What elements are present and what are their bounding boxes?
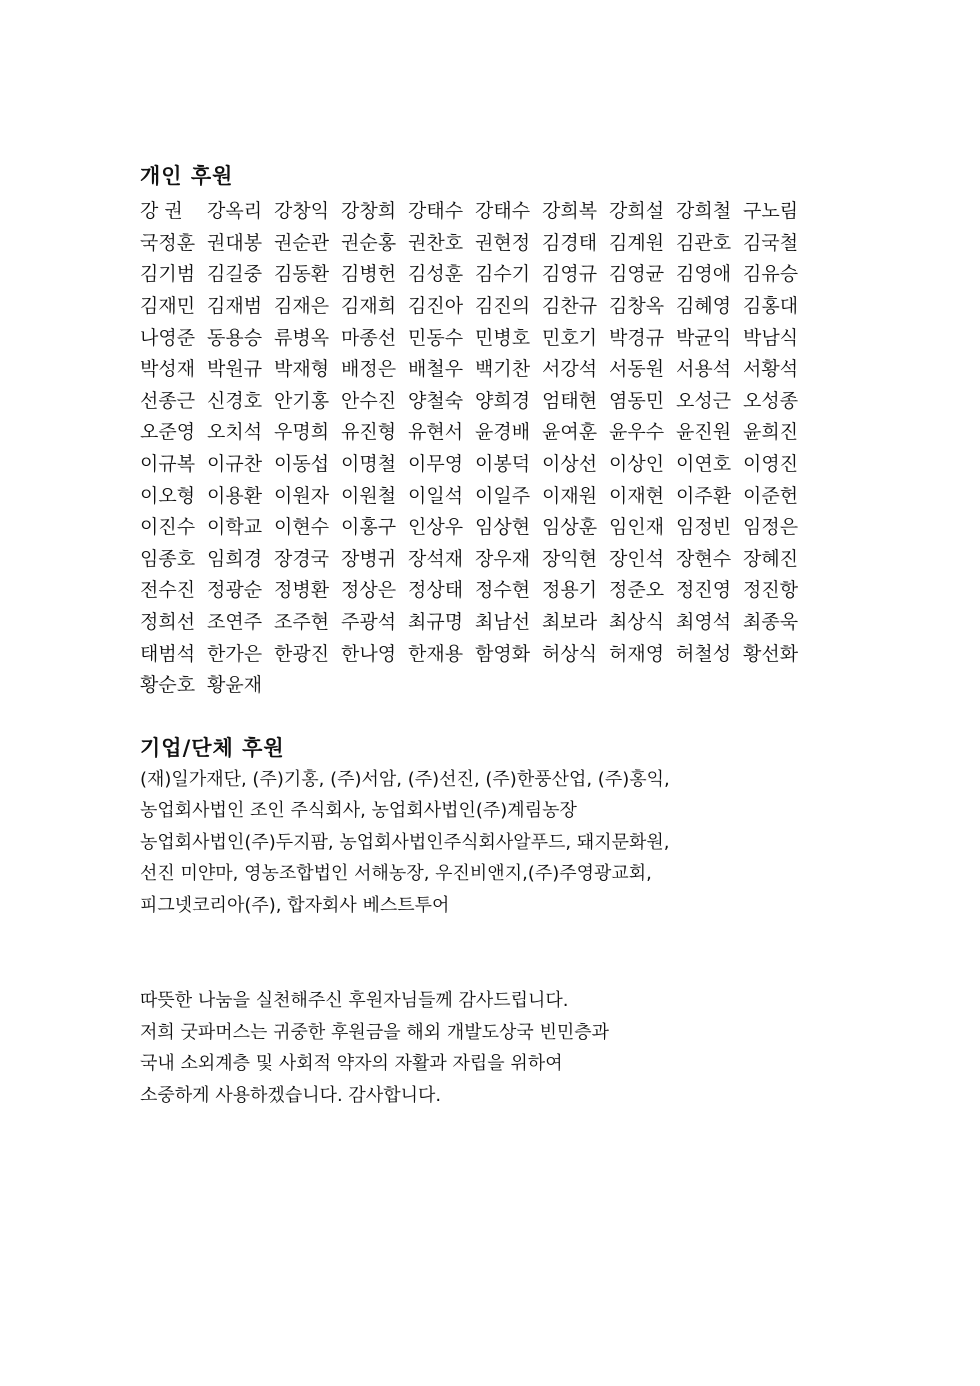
donor-name: 김진의 [475,295,531,318]
donor-name: 정진항 [743,579,799,602]
thank-you-line: 국내 소외계층 및 사회적 약자의 자활과 자립을 위하여 [140,1053,563,1075]
donor-name: 김혜영 [676,295,732,318]
donor-name: 임인재 [609,516,665,539]
donor-name: 강태수 [408,200,464,223]
donor-name: 강 권 [140,200,183,223]
donor-name: 엄태현 [542,389,598,412]
corporate-donor-line: 농업회사법인 조인 주식회사, 농업회사법인(주)계림농장 [140,800,577,822]
corporate-donor-line: 농업회사법인(주)두지팜, 농업회사법인주식회사알푸드, 돼지문화원, [140,831,670,853]
donor-name: 허철성 [676,642,732,665]
donor-name: 김경태 [542,231,598,254]
donor-name: 최규명 [408,611,464,634]
donor-name: 김수기 [475,263,531,286]
donor-name: 이봉덕 [475,453,531,476]
donor-name: 이진수 [140,516,196,539]
donor-name-row [140,447,820,479]
donor-name: 민병호 [475,326,531,349]
donor-name: 한광진 [274,642,330,665]
donor-name: 윤우수 [609,421,665,444]
donor-name: 이원철 [341,484,397,507]
corporate-donor-line: 선진 미얀마, 영농조합법인 서해농장, 우진비앤지,(주)주영광교회, [140,863,652,885]
donor-name: 류병옥 [274,326,330,349]
donor-name: 조주현 [274,611,330,634]
donor-name: 임희경 [207,547,263,570]
donor-name: 임정빈 [676,516,732,539]
donor-name: 정용기 [542,579,598,602]
donor-name-row [140,636,820,668]
donor-name: 이규복 [140,453,196,476]
donor-name: 우명희 [274,421,330,444]
donor-name: 정광순 [207,579,263,602]
donor-name: 권찬호 [408,231,464,254]
donor-name: 태범석 [140,642,196,665]
donor-name: 국정훈 [140,231,196,254]
donor-name: 김재은 [274,295,330,318]
donor-name: 임정은 [743,516,799,539]
donor-name: 강희설 [609,200,665,223]
donor-name: 장익현 [542,547,598,570]
donor-name: 정희선 [140,611,196,634]
donor-name-row [140,510,820,542]
donor-name-row [140,478,820,510]
donor-name: 전수진 [140,579,196,602]
donor-name: 정진영 [676,579,732,602]
donor-name: 최영석 [676,611,732,634]
donor-name: 김찬규 [542,295,598,318]
donor-name: 권현정 [475,231,531,254]
donor-name: 김계원 [609,231,665,254]
donor-name: 안기홍 [274,389,330,412]
donor-name: 임상훈 [542,516,598,539]
donor-name: 배정은 [341,358,397,381]
donor-name: 이재현 [609,484,665,507]
donor-name: 박남식 [743,326,799,349]
donor-name: 강옥리 [207,200,263,223]
donor-name: 최남선 [475,611,531,634]
donor-name: 한나영 [341,642,397,665]
donor-name: 염동민 [609,389,665,412]
donor-name: 임종호 [140,547,196,570]
donor-name: 이연호 [676,453,732,476]
donor-name: 민호기 [542,326,598,349]
donor-name: 김국철 [743,231,799,254]
donor-name: 이동섭 [274,453,330,476]
donor-name: 이학교 [207,516,263,539]
donor-name: 박원규 [207,358,263,381]
donor-name: 민동수 [408,326,464,349]
donor-name: 오성근 [676,389,732,412]
donor-name: 윤경배 [475,421,531,444]
donor-name: 이명철 [341,453,397,476]
donor-name: 허재영 [609,642,665,665]
donor-name: 김진아 [408,295,464,318]
donor-name: 나영준 [140,326,196,349]
donor-name: 허상식 [542,642,598,665]
donor-name: 박경규 [609,326,665,349]
donor-name: 배철우 [408,358,464,381]
donor-name: 이일주 [475,484,531,507]
donor-name: 권대봉 [207,231,263,254]
donor-name: 서강석 [542,358,598,381]
donor-name: 유현서 [408,421,464,444]
donor-name: 장혜진 [743,547,799,570]
donor-name: 김동환 [274,263,330,286]
donor-name: 이원자 [274,484,330,507]
corporate-donor-line: (재)일가재단, (주)기홍, (주)서암, (주)선진, (주)한풍산업, (주)홍익, [140,769,670,790]
donor-name: 최보라 [542,611,598,634]
donor-name: 함영화 [475,642,531,665]
donor-name: 김재희 [341,295,397,318]
donor-name: 김재범 [207,295,263,318]
donor-name: 윤희진 [743,421,799,444]
donor-name: 서용석 [676,358,732,381]
donor-name: 황윤재 [207,674,263,697]
donor-name: 윤여훈 [542,421,598,444]
donor-name: 김영애 [676,263,732,286]
donor-name: 이영진 [743,453,799,476]
donor-name: 황선화 [743,642,799,665]
donor-name-row [140,542,820,574]
donor-name: 한재용 [408,642,464,665]
donor-name: 양희경 [475,389,531,412]
donor-name: 이오형 [140,484,196,507]
donor-name: 구노림 [743,200,799,223]
donor-name: 윤진원 [676,421,732,444]
donor-name: 김관호 [676,231,732,254]
donor-name-row [140,194,820,226]
donor-name: 정준오 [609,579,665,602]
donor-name: 이일석 [408,484,464,507]
donor-name: 오준영 [140,421,196,444]
donor-name-row [140,384,820,416]
donor-name: 이재원 [542,484,598,507]
donor-name: 서동원 [609,358,665,381]
donor-name: 이준헌 [743,484,799,507]
donor-name: 장석재 [408,547,464,570]
donor-name: 강태수 [475,200,531,223]
donor-name-row [140,605,820,637]
thank-you-line: 저희 굿파머스는 귀중한 후원금을 해외 개발도상국 빈민층과 [140,1021,610,1043]
corporate-donor-line: 피그넷코리아(주), 합자회사 베스트투어 [140,894,450,916]
donor-name: 김성훈 [408,263,464,286]
donor-name: 안수진 [341,389,397,412]
donor-name-row [140,352,820,384]
donor-name: 이상선 [542,453,598,476]
donor-name: 이용환 [207,484,263,507]
donor-name: 최종욱 [743,611,799,634]
donor-name: 권순관 [274,231,330,254]
donor-name: 이주환 [676,484,732,507]
donor-name: 황순호 [140,674,196,697]
donor-name: 서황석 [743,358,799,381]
donor-name: 마종선 [341,326,397,349]
donor-name: 장현수 [676,547,732,570]
donor-name: 강창익 [274,200,330,223]
donor-name-row [140,668,820,700]
donor-name-row [140,320,820,352]
donor-name: 정상은 [341,579,397,602]
donor-name-row [140,226,820,258]
thank-you-message [140,985,860,1111]
donor-name: 동용승 [207,326,263,349]
donor-name: 이무영 [408,453,464,476]
donor-name: 오치석 [207,421,263,444]
donor-name: 정상태 [408,579,464,602]
donor-name: 김기범 [140,263,196,286]
donor-name-row [140,257,820,289]
donor-name: 신경호 [207,389,263,412]
donor-name: 김길중 [207,263,263,286]
donor-name: 정수현 [475,579,531,602]
donor-name: 이규찬 [207,453,263,476]
corporate-donors-heading: 기업/단체 후원 [140,736,285,760]
donor-name-row [140,289,820,321]
thank-you-line: 소중하게 사용하겠습니다. 감사합니다. [140,1084,442,1106]
donor-name: 김병헌 [341,263,397,286]
donor-name: 유진형 [341,421,397,444]
donor-name: 김영규 [542,263,598,286]
donor-name: 이현수 [274,516,330,539]
donor-name: 양철숙 [408,389,464,412]
donor-name-row [140,573,820,605]
donor-name: 임상현 [475,516,531,539]
donor-name: 선종근 [140,389,196,412]
thank-you-line: 따뜻한 나눔을 실천해주신 후원자님들께 감사드립니다. [140,990,569,1011]
donor-name: 장병귀 [341,547,397,570]
donor-name: 박균익 [676,326,732,349]
donor-name: 오성종 [743,389,799,412]
individual-donors-heading: 개인 후원 [140,164,234,188]
donor-name: 이상인 [609,453,665,476]
donor-name: 김창옥 [609,295,665,318]
donor-name: 장경국 [274,547,330,570]
donor-name: 김홍대 [743,295,799,318]
donor-name: 장우재 [475,547,531,570]
donor-name: 조연주 [207,611,263,634]
donor-name: 김영균 [609,263,665,286]
donor-name: 장인석 [609,547,665,570]
donor-name: 박성재 [140,358,196,381]
donor-name: 김재민 [140,295,196,318]
corporate-donor-list [140,764,860,921]
donor-name: 이홍구 [341,516,397,539]
donor-name: 백기찬 [475,358,531,381]
donor-name: 박재형 [274,358,330,381]
individual-donor-names [140,194,820,700]
donor-name: 강희철 [676,200,732,223]
donor-name: 강창희 [341,200,397,223]
donor-name: 정병환 [274,579,330,602]
donor-name: 강희복 [542,200,598,223]
donor-name: 주광석 [341,611,397,634]
donor-name: 한가은 [207,642,263,665]
donor-name: 인상우 [408,516,464,539]
donor-name-row [140,415,820,447]
donor-name: 최상식 [609,611,665,634]
donor-name: 김유승 [743,263,799,286]
donor-name: 권순홍 [341,231,397,254]
